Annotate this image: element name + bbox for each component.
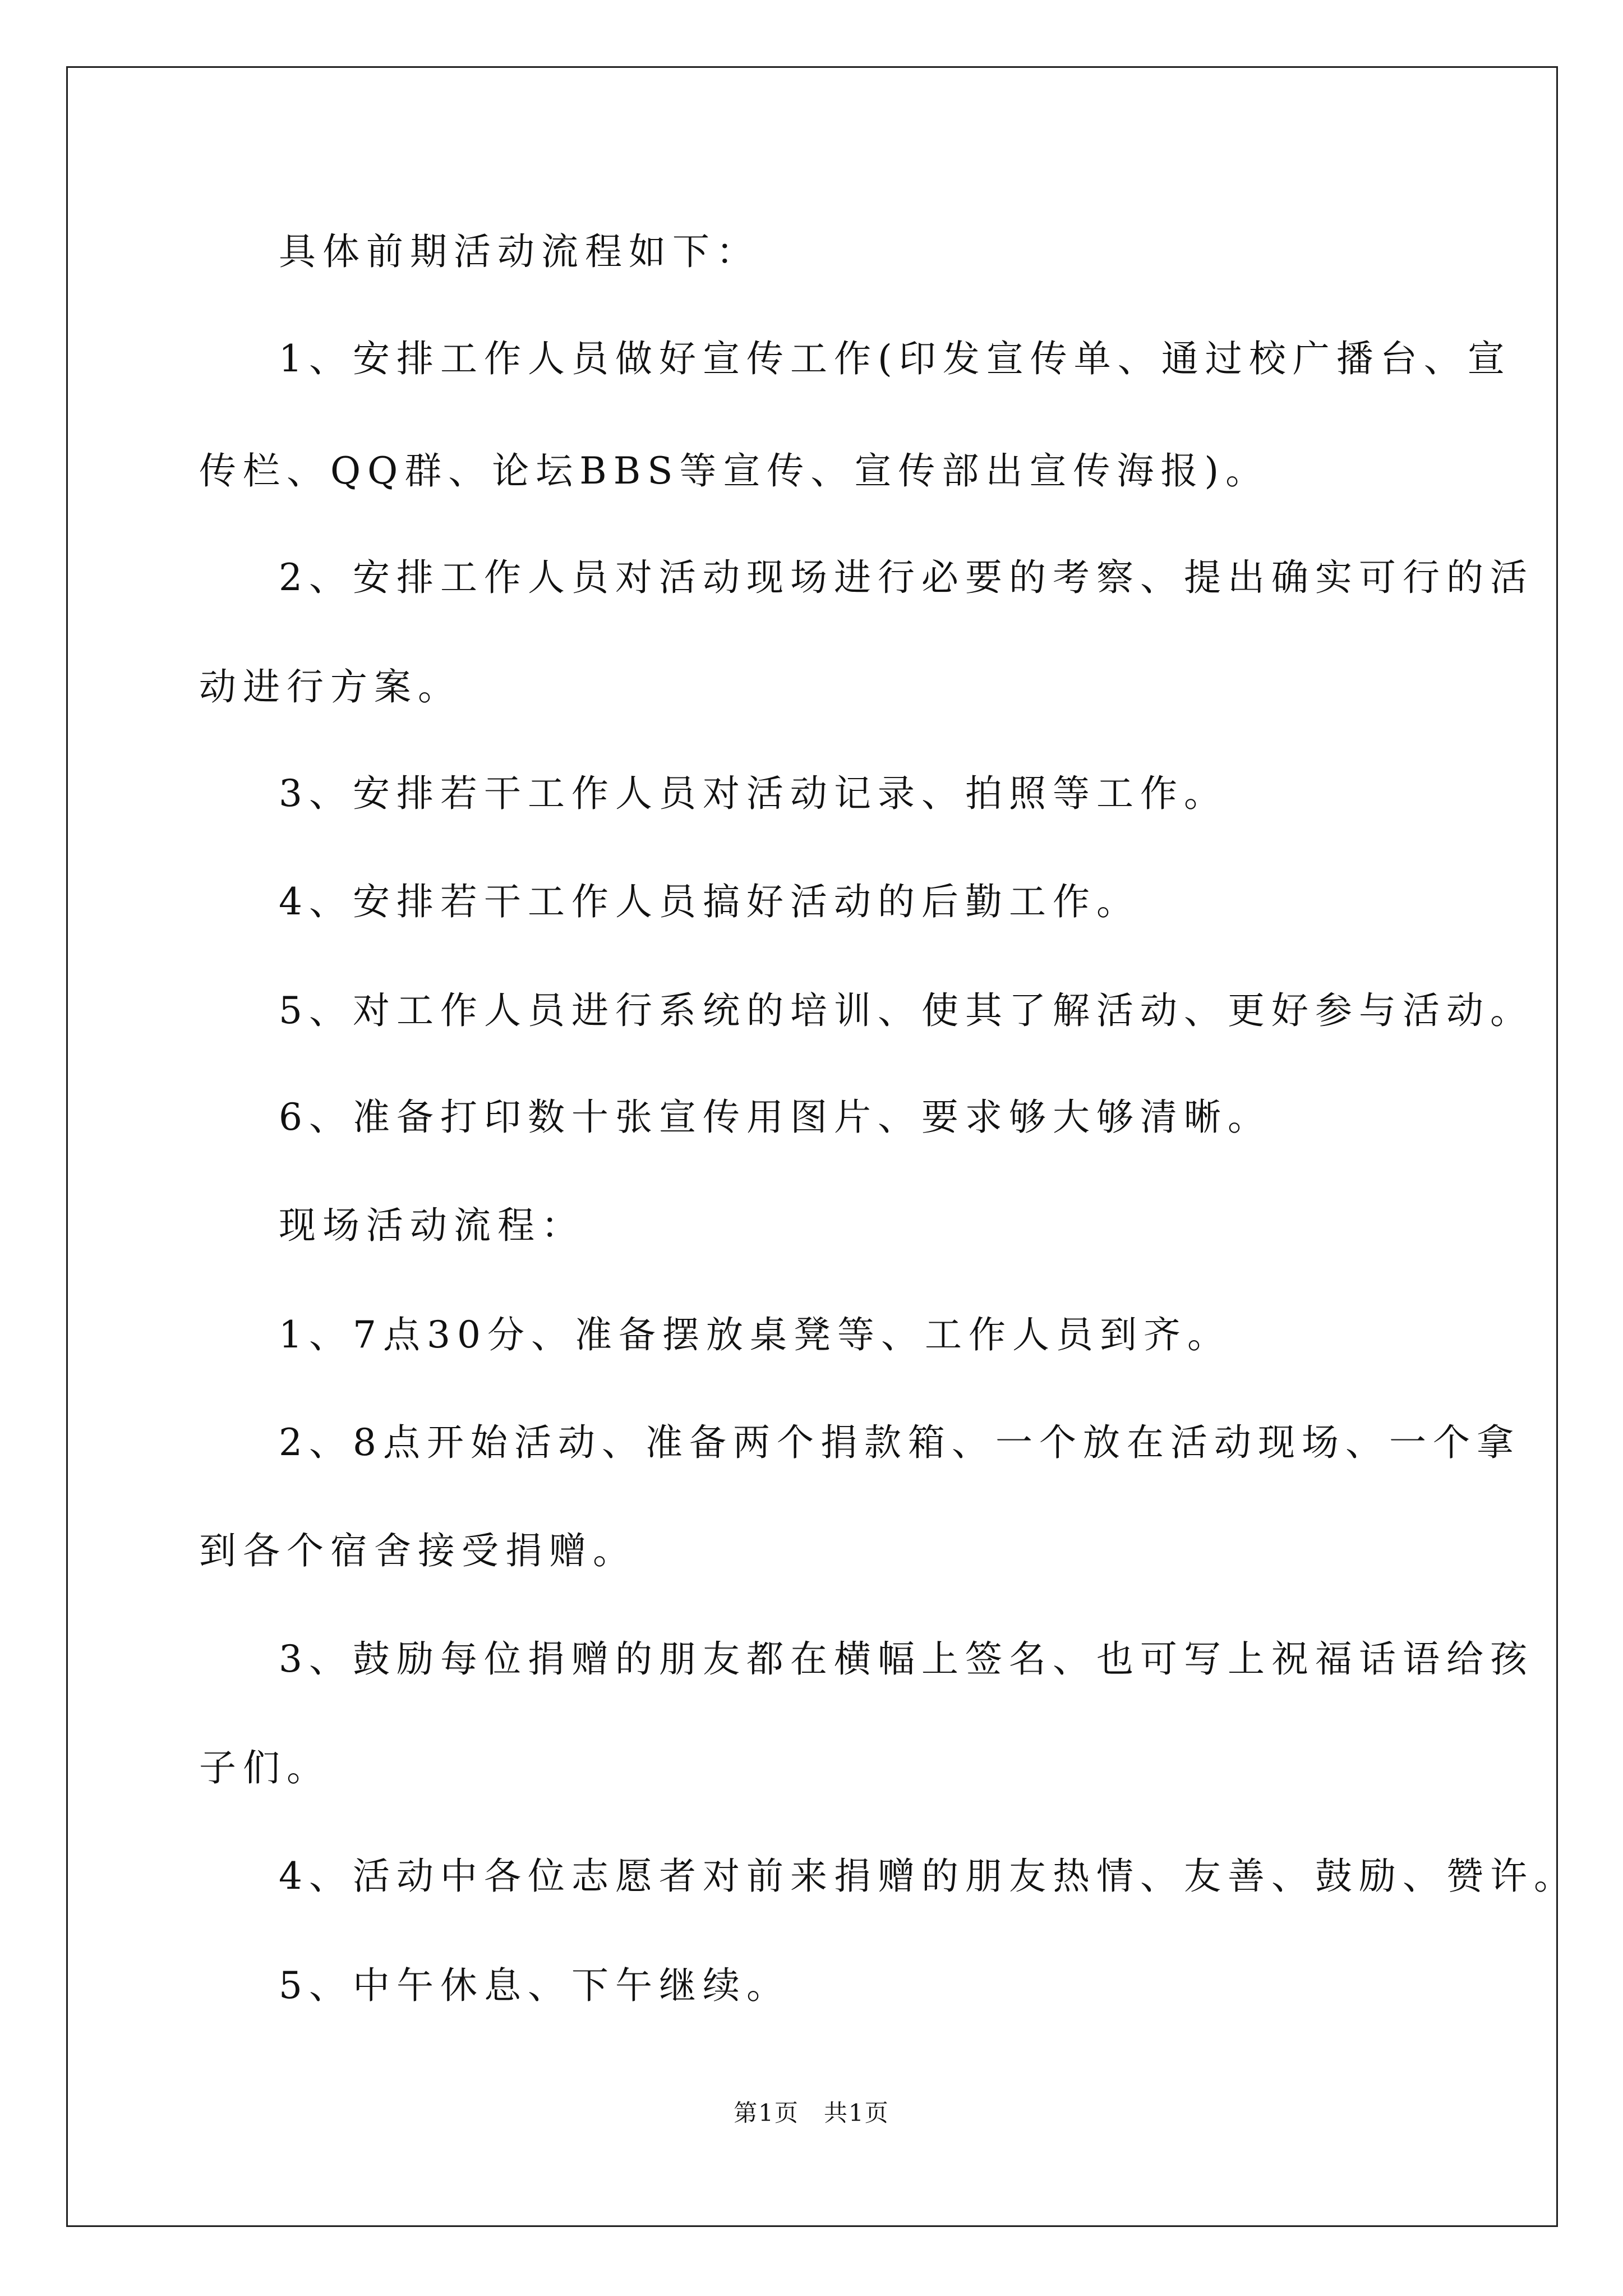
page-number: 第1页 共1页 xyxy=(734,2099,889,2127)
paragraph-line: 具体前期活动流程如下： xyxy=(279,230,760,273)
page-border xyxy=(66,66,1558,2227)
paragraph-line: 子们。 xyxy=(199,1746,330,1789)
paragraph-line: 5、中午休息、下午继续。 xyxy=(279,1964,790,2007)
paragraph-line: 4、活动中各位志愿者对前来捐赠的朋友热情、友善、鼓励、赞许。 xyxy=(279,1855,1578,1898)
paragraph-line: 4、安排若干工作人员搞好活动的后勤工作。 xyxy=(279,880,1140,923)
paragraph-line: 到各个宿舍接受捐赠。 xyxy=(199,1529,637,1572)
paragraph-line: 1、安排工作人员做好宣传工作(印发宣传单、通过校广播台、宣 xyxy=(279,337,1511,380)
section-heading: 现场活动流程： xyxy=(279,1204,585,1247)
paragraph-line: 2、安排工作人员对活动现场进行必要的考察、提出确实可行的活 xyxy=(279,556,1534,599)
paragraph-line: 动进行方案。 xyxy=(199,665,462,708)
paragraph-line: 6、准备打印数十张宣传用图片、要求够大够清晰。 xyxy=(279,1096,1271,1139)
paragraph-line: 2、8点开始活动、准备两个捐款箱、一个放在活动现场、一个拿 xyxy=(279,1421,1520,1464)
paragraph-line: 1、7点30分、准备摆放桌凳等、工作人员到齐。 xyxy=(279,1313,1231,1356)
paragraph-line: 3、安排若干工作人员对活动记录、拍照等工作。 xyxy=(279,772,1228,815)
paragraph-line: 3、鼓励每位捐赠的朋友都在横幅上签名、也可写上祝福话语给孩 xyxy=(279,1637,1534,1681)
paragraph-line: 传栏、QQ群、论坛BBS等宣传、宣传部出宣传海报)。 xyxy=(199,449,1270,493)
paragraph-line: 5、对工作人员进行系统的培训、使其了解活动、更好参与活动。 xyxy=(279,989,1534,1032)
